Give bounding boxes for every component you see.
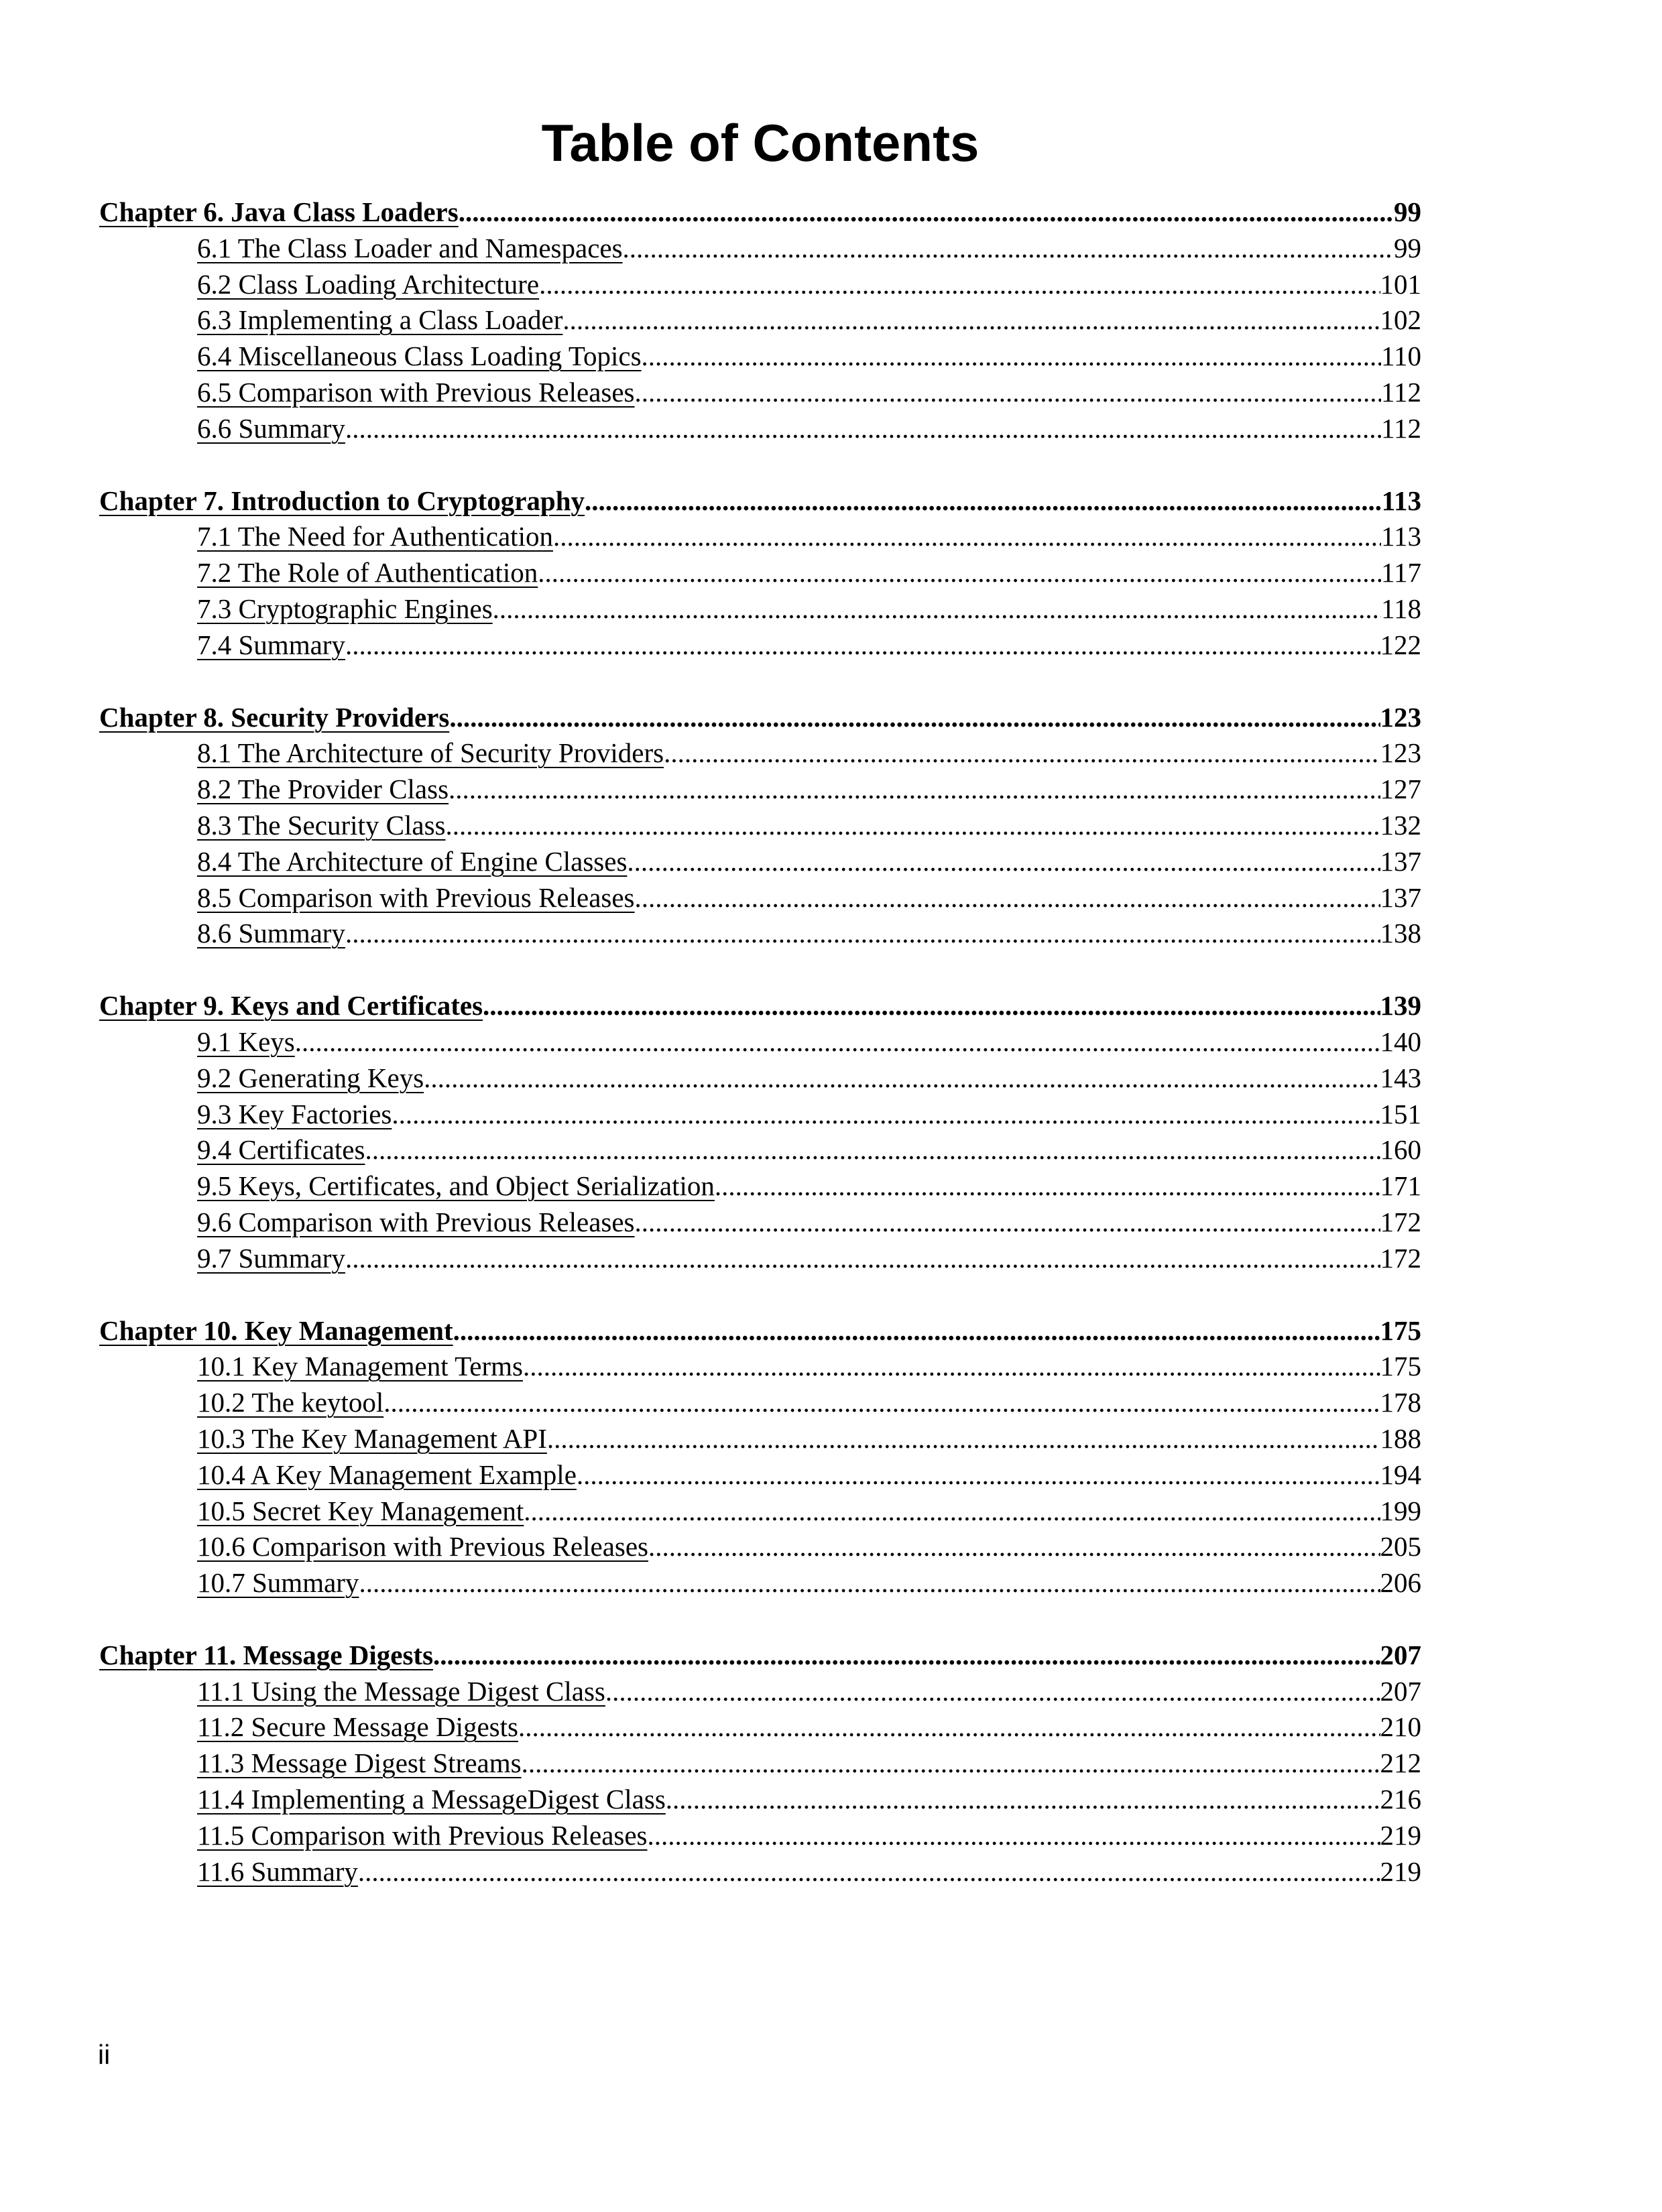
toc-section-link[interactable]: 10.2 The keytool [197, 1387, 384, 1418]
table-of-contents [99, 194, 1421, 1926]
toc-section-page-number: 112 [1381, 376, 1421, 408]
toc-section-link[interactable]: 11.4 Implementing a MessageDigest Class [197, 1784, 666, 1815]
toc-section [99, 1097, 1421, 1133]
toc-section-link[interactable]: 8.3 The Security Class [197, 809, 446, 841]
toc-section [99, 519, 1421, 555]
toc-section-link[interactable]: 11.1 Using the Message Digest Class [197, 1675, 605, 1707]
dot-leader [547, 1421, 1380, 1457]
toc-section-link[interactable]: 7.2 The Role of Authentication [197, 557, 538, 589]
dot-leader [666, 1782, 1380, 1818]
toc-section [99, 591, 1421, 627]
toc-section-page-number: 206 [1380, 1567, 1421, 1599]
toc-section-link[interactable]: 7.3 Cryptographic Engines [197, 593, 493, 624]
toc-section-page-number: 151 [1380, 1098, 1421, 1129]
toc-section [99, 1421, 1421, 1457]
toc-section-link[interactable]: 10.1 Key Management Terms [197, 1351, 523, 1382]
toc-section-link[interactable]: 9.4 Certificates [197, 1134, 365, 1166]
toc-section [99, 1205, 1421, 1241]
dot-leader [345, 411, 1381, 447]
toc-section-link[interactable]: 8.1 The Architecture of Security Providers [197, 737, 664, 769]
dot-leader [392, 1097, 1380, 1133]
toc-section-link[interactable]: 11.5 Comparison with Previous Releases [197, 1819, 648, 1851]
toc-section [99, 1709, 1421, 1745]
toc-chapter [99, 1638, 1421, 1674]
toc-section [99, 1457, 1421, 1493]
toc-section-page-number: 113 [1381, 521, 1421, 552]
dot-leader [493, 591, 1381, 627]
toc-section-page-number: 122 [1380, 629, 1421, 660]
toc-section [99, 1385, 1421, 1421]
toc-section-page-number: 110 [1381, 341, 1421, 372]
toc-section-link[interactable]: 8.4 The Architecture of Engine Classes [197, 845, 628, 877]
dot-leader [538, 555, 1381, 591]
toc-section-link[interactable]: 11.2 Secure Message Digests [197, 1711, 518, 1743]
page-title: Table of Contents [541, 113, 980, 172]
toc-section [99, 411, 1421, 447]
dot-leader [648, 1818, 1380, 1854]
dot-leader [585, 483, 1382, 519]
dot-leader [345, 916, 1380, 952]
toc-section-link[interactable]: 8.2 The Provider Class [197, 774, 449, 805]
toc-chapter [99, 194, 1421, 231]
toc-section-link[interactable]: 10.3 The Key Management API [197, 1422, 547, 1454]
toc-chapter-page-number: 175 [1380, 1314, 1421, 1346]
dot-leader [459, 194, 1394, 231]
toc-section [99, 302, 1421, 339]
dot-leader [635, 1205, 1380, 1241]
page-number: ii [98, 2039, 111, 2070]
dot-leader [424, 1060, 1380, 1097]
toc-section [99, 231, 1421, 267]
toc-section-page-number: 210 [1380, 1711, 1421, 1743]
toc-section-link[interactable]: 10.7 Summary [197, 1567, 359, 1599]
toc-section-link[interactable]: 9.5 Keys, Certificates, and Object Serialization [197, 1170, 715, 1202]
dot-leader [383, 1385, 1380, 1421]
toc-section-link[interactable]: 10.5 Secret Key Management [197, 1495, 524, 1526]
toc-section [99, 880, 1421, 916]
dot-leader [449, 700, 1380, 736]
dot-leader [605, 1674, 1380, 1710]
toc-section [99, 1782, 1421, 1818]
toc-section-page-number: 212 [1380, 1747, 1421, 1779]
toc-section-link[interactable]: 9.7 Summary [197, 1242, 345, 1274]
toc-chapter-block [99, 194, 1421, 447]
toc-section [99, 1674, 1421, 1710]
toc-chapter-page-number: 207 [1380, 1639, 1421, 1670]
toc-section-link[interactable]: 7.4 Summary [197, 629, 345, 660]
toc-section [99, 1132, 1421, 1168]
dot-leader [523, 1349, 1380, 1385]
toc-chapter-block [99, 700, 1421, 953]
toc-section [99, 1818, 1421, 1854]
toc-section-page-number: 137 [1380, 845, 1421, 877]
toc-section-page-number: 175 [1380, 1351, 1421, 1382]
toc-section-link[interactable]: 8.6 Summary [197, 918, 345, 949]
toc-chapter-block [99, 1313, 1421, 1601]
toc-section-page-number: 219 [1380, 1855, 1421, 1887]
toc-section-page-number: 160 [1380, 1134, 1421, 1166]
toc-section [99, 1854, 1421, 1890]
toc-section [99, 916, 1421, 952]
toc-section [99, 1745, 1421, 1782]
toc-section-link[interactable]: 10.4 A Key Management Example [197, 1459, 577, 1490]
toc-section-page-number: 101 [1380, 268, 1421, 300]
toc-section-page-number: 216 [1380, 1784, 1421, 1815]
toc-section [99, 267, 1421, 303]
toc-chapter-page-number: 99 [1394, 196, 1421, 227]
toc-chapter-block [99, 483, 1421, 664]
toc-section-page-number: 132 [1380, 809, 1421, 841]
toc-chapter [99, 700, 1421, 736]
toc-section [99, 772, 1421, 808]
dot-leader [524, 1493, 1380, 1530]
toc-section-page-number: 140 [1380, 1026, 1421, 1057]
toc-section-link[interactable]: 8.5 Comparison with Previous Releases [197, 881, 635, 913]
toc-section [99, 1349, 1421, 1385]
dot-leader [345, 627, 1380, 664]
toc-section-page-number: 117 [1381, 557, 1421, 589]
toc-section-page-number: 118 [1381, 593, 1421, 624]
dot-leader [715, 1168, 1380, 1205]
toc-chapter-page-number: 139 [1380, 990, 1421, 1022]
toc-section-link[interactable]: 6.2 Class Loading Architecture [197, 268, 540, 300]
toc-chapter-link[interactable]: Chapter 11. Message Digests [99, 1639, 434, 1670]
toc-section-page-number: 172 [1380, 1242, 1421, 1274]
dot-leader [562, 302, 1380, 339]
toc-section-link[interactable]: 7.1 The Need for Authentication [197, 521, 553, 552]
toc-chapter-link[interactable]: Chapter 10. Key Management [99, 1314, 453, 1346]
toc-section-link[interactable]: 9.1 Keys [197, 1026, 295, 1057]
dot-leader [553, 519, 1381, 555]
toc-section-page-number: 188 [1380, 1422, 1421, 1454]
toc-chapter [99, 483, 1421, 519]
toc-section [99, 808, 1421, 844]
toc-section-page-number: 127 [1380, 774, 1421, 805]
toc-chapter-link[interactable]: Chapter 9. Keys and Certificates [99, 990, 483, 1022]
dot-leader [627, 844, 1380, 880]
dot-leader [345, 1241, 1380, 1277]
toc-section-page-number: 112 [1381, 412, 1421, 444]
toc-section-link[interactable]: 9.2 Generating Keys [197, 1062, 424, 1093]
toc-chapter-block [99, 1638, 1421, 1890]
toc-section-page-number: 138 [1380, 918, 1421, 949]
toc-section-link[interactable]: 6.3 Implementing a Class Loader [197, 304, 563, 336]
dot-leader [635, 375, 1381, 411]
toc-chapter-link[interactable]: Chapter 8. Security Providers [99, 701, 450, 733]
dot-leader [623, 231, 1394, 267]
toc-chapter-block [99, 988, 1421, 1276]
toc-section-page-number: 199 [1380, 1495, 1421, 1526]
toc-section [99, 1493, 1421, 1530]
dot-leader [539, 267, 1380, 303]
toc-section-page-number: 99 [1394, 232, 1421, 263]
toc-section-page-number: 102 [1380, 304, 1421, 336]
toc-section-page-number: 123 [1380, 737, 1421, 769]
toc-section-page-number: 219 [1380, 1819, 1421, 1851]
toc-section-link[interactable]: 9.6 Comparison with Previous Releases [197, 1206, 635, 1237]
toc-section-page-number: 143 [1380, 1062, 1421, 1093]
toc-section [99, 555, 1421, 591]
toc-section-link[interactable]: 11.3 Message Digest Streams [197, 1747, 522, 1779]
toc-section-link[interactable]: 6.4 Miscellaneous Class Loading Topics [197, 341, 642, 372]
toc-section-page-number: 207 [1380, 1675, 1421, 1707]
dot-leader [635, 880, 1380, 916]
dot-leader [449, 772, 1380, 808]
dot-leader [642, 339, 1381, 375]
dot-leader [295, 1024, 1380, 1060]
toc-section [99, 627, 1421, 664]
toc-chapter [99, 988, 1421, 1024]
toc-section-page-number: 178 [1380, 1387, 1421, 1418]
dot-leader [453, 1313, 1380, 1349]
toc-section [99, 735, 1421, 772]
toc-section-link[interactable]: 9.3 Key Factories [197, 1098, 392, 1129]
toc-section [99, 1024, 1421, 1060]
dot-leader [358, 1854, 1380, 1890]
dot-leader [664, 735, 1380, 772]
toc-section-page-number: 194 [1380, 1459, 1421, 1490]
toc-chapter-link[interactable]: Chapter 7. Introduction to Cryptography [99, 485, 585, 516]
toc-chapter [99, 1313, 1421, 1349]
toc-section-link[interactable]: 10.6 Comparison with Previous Releases [197, 1531, 649, 1562]
dot-leader [577, 1457, 1380, 1493]
dot-leader [359, 1565, 1380, 1601]
dot-leader [522, 1745, 1380, 1782]
toc-section [99, 1060, 1421, 1097]
toc-section-page-number: 171 [1380, 1170, 1421, 1202]
toc-section [99, 1529, 1421, 1565]
toc-chapter-page-number: 113 [1381, 485, 1421, 516]
toc-section [99, 1565, 1421, 1601]
toc-section-link[interactable]: 11.6 Summary [197, 1855, 358, 1887]
dot-leader [433, 1638, 1380, 1674]
toc-section-link[interactable]: 6.6 Summary [197, 412, 345, 444]
dot-leader [648, 1529, 1380, 1565]
toc-section-page-number: 172 [1380, 1206, 1421, 1237]
toc-section-link[interactable]: 6.1 The Class Loader and Namespaces [197, 232, 623, 263]
toc-section [99, 844, 1421, 880]
toc-chapter-page-number: 123 [1380, 701, 1421, 733]
dot-leader [365, 1132, 1380, 1168]
toc-section-page-number: 205 [1380, 1531, 1421, 1562]
toc-section [99, 1168, 1421, 1205]
toc-section-link[interactable]: 6.5 Comparison with Previous Releases [197, 376, 635, 408]
toc-section [99, 1241, 1421, 1277]
dot-leader [445, 808, 1380, 844]
toc-section-page-number: 137 [1380, 881, 1421, 913]
toc-section [99, 375, 1421, 411]
dot-leader [483, 988, 1380, 1024]
toc-section [99, 339, 1421, 375]
dot-leader [518, 1709, 1380, 1745]
toc-chapter-link[interactable]: Chapter 6. Java Class Loaders [99, 196, 459, 227]
